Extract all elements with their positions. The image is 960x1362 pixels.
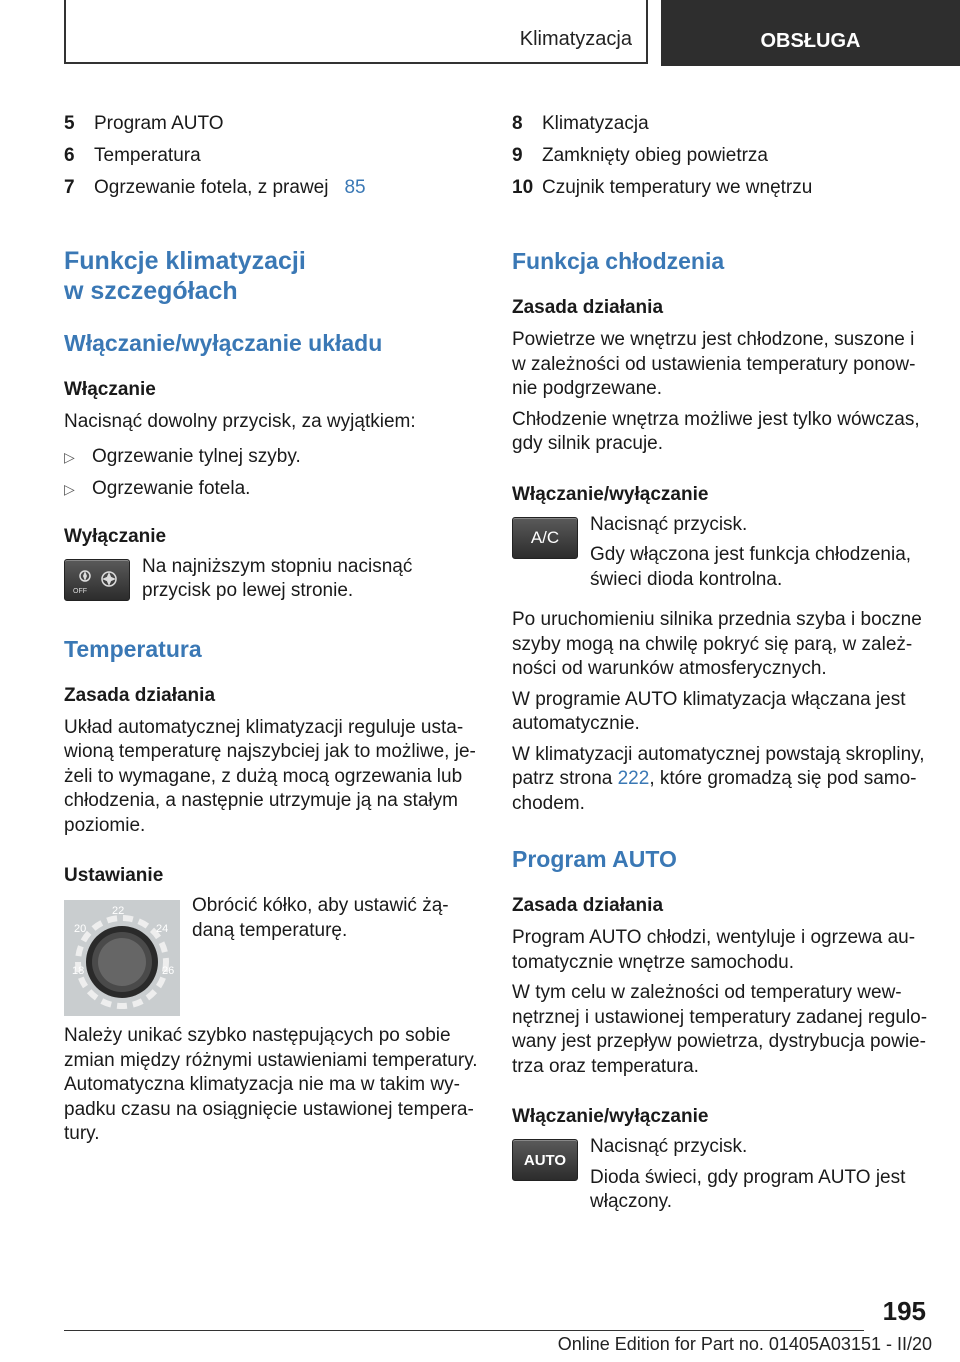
paragraph-auto-btn-2: Dioda świeci, gdy program AUTO jest włączony. <box>590 1166 906 1212</box>
list-item <box>512 172 932 204</box>
fan-off-button-icon <box>64 559 130 601</box>
item-text: Czujnik temperatury we wnętrzu <box>542 177 813 198</box>
list-item <box>64 441 484 473</box>
bullet-text: Ogrzewanie tylnej szyby. <box>92 445 301 467</box>
paragraph-condensation <box>512 743 932 817</box>
heading-auto-onoff: Włączanie/wyłączanie <box>512 1106 709 1127</box>
paragraph-principle-2: Chłodzenie wnętrza możliwe jest tylko wówczas, gdy silnik pracuje. <box>512 408 920 454</box>
paragraph-auto-program: W programie AUTO klimatyzacja włączana jest automatycznie. <box>512 688 906 734</box>
header-section-title: Klimatyzacja <box>519 28 632 50</box>
footer-edition: Online Edition for Part no. 01405A03151 - II/20 <box>557 1334 932 1354</box>
heading-principle: Zasada działania <box>512 297 664 318</box>
text-run: , które gromadzą się pod samochodem. <box>512 768 917 814</box>
paragraph-setting: Obrócić kółko, aby ustawić żądaną temperaturę. <box>192 895 449 941</box>
paragraph-principle-1: Powietrze we wnętrzu jest chłodzone, suszone i w zależności od ustawienia temperatury ponownie podgrzewane. <box>512 329 916 399</box>
page-reference-link[interactable]: 85 <box>344 177 366 198</box>
heading-principle: Zasada działania <box>64 684 216 706</box>
text-run: W klimatyzacji automatycznej powstają skropliny, patrz strona <box>512 743 925 789</box>
list-item <box>512 108 932 140</box>
svg-text:22: 22 <box>112 905 125 917</box>
list-item <box>64 473 484 505</box>
subsection-heading-temperature: Temperatura <box>64 635 202 662</box>
list-item <box>64 140 484 172</box>
heading-line: Funkcje klimatyzacji <box>64 247 306 275</box>
svg-text:18: 18 <box>72 965 85 977</box>
svg-text:OFF: OFF <box>73 587 87 595</box>
list-item <box>512 140 932 172</box>
paragraph-ac-2: Gdy włączona jest funkcja chłodzenia, świeci dioda kontrolna. <box>590 544 912 590</box>
paragraph-auto-1: Program AUTO chłodzi, wentyluje i ogrzewa automatycznie wnętrze samochodu. <box>512 927 916 973</box>
auto-instruction-text <box>590 1135 932 1215</box>
svg-text:26: 26 <box>162 965 175 977</box>
item-text: Zamknięty obieg powietrza <box>542 145 768 166</box>
heading-setting: Ustawianie <box>64 865 164 886</box>
left-column <box>64 108 484 1147</box>
svg-text:24: 24 <box>156 923 169 935</box>
ac-button-icon: A/C <box>512 517 578 559</box>
paragraph-avoid: Należy unikać szybko następujących po sobie zmian między różnymi ustawieniami temperatury. Automatyczna klimatyzacja nie ma w takim wypadku czasu na osiągnięcie ustawionej temperatury. <box>64 1025 478 1144</box>
heading-onoff: Włączanie/wyłączanie <box>512 483 709 505</box>
heading-switch-off: Wyłączanie <box>64 525 167 547</box>
list-item <box>64 172 484 204</box>
subsection-heading-cooling: Funkcja chłodzenia <box>512 248 725 274</box>
item-text: Ogrzewanie fotela, z prawej <box>94 177 329 198</box>
legend-list-left <box>64 108 484 204</box>
item-number: 8 <box>512 113 523 134</box>
ac-instruction <box>512 513 932 593</box>
temperature-knob-icon <box>64 900 180 1016</box>
triangle-bullet-icon: ▷ <box>64 448 75 465</box>
item-number: 6 <box>64 145 75 166</box>
paragraph-ac-1: Nacisnąć przycisk. <box>590 513 748 535</box>
paragraph-auto-btn-1: Nacisnąć przycisk. <box>590 1136 748 1157</box>
setting-instruction <box>64 894 484 1016</box>
subsection-heading-onoff: Włączanie/wyłączanie układu <box>64 330 383 356</box>
ac-instruction-text <box>590 513 932 593</box>
header-chapter-tab: OBSŁUGA <box>661 0 960 66</box>
item-number: 7 <box>64 177 75 198</box>
paragraph-auto-2: W tym celu w zależności od temperatury wewnętrznej i ustawionej temperatury zadanej regulowany jest przepływ powietrza, dystrybucja powietrza oraz temperatura. <box>512 982 928 1077</box>
item-text: Temperatura <box>94 145 201 166</box>
item-number: 9 <box>512 145 523 166</box>
right-column <box>512 108 932 1215</box>
item-number: 5 <box>64 113 75 134</box>
page-reference-link[interactable]: 222 <box>617 768 650 789</box>
paragraph-switch-off: Na najniższym stopniu nacisnąć przycisk po lewej stronie. <box>142 555 413 601</box>
item-number: 10 <box>512 177 534 198</box>
page-number: 195 <box>882 1296 926 1326</box>
heading-switch-on: Włączanie <box>64 379 156 400</box>
svg-text:20: 20 <box>74 923 87 935</box>
auto-button-icon: AUTO <box>512 1139 578 1181</box>
off-instruction <box>64 555 484 604</box>
item-text: Klimatyzacja <box>542 113 649 134</box>
heading-auto-principle: Zasada działania <box>512 895 664 916</box>
heading-line: w szczegółach <box>64 277 238 305</box>
paragraph-switch-on: Nacisnąć dowolny przycisk, za wyjątkiem: <box>64 411 416 432</box>
bullet-text: Ogrzewanie fotela. <box>92 477 251 499</box>
bullet-list <box>64 441 484 505</box>
triangle-bullet-icon: ▷ <box>64 480 75 497</box>
auto-instruction <box>512 1135 932 1215</box>
list-item <box>64 108 484 140</box>
footer-divider <box>64 1330 864 1331</box>
paragraph-principle: Układ automatycznej klimatyzacji reguluje ustawioną temperaturę najszybciej jak to możliwe, jeżeli to wymagane, z dużą mocą ogrzewania lub chłodzenia, a następnie utrzymuje ją na stałym poziomie. <box>64 716 476 836</box>
legend-list-right <box>512 108 932 204</box>
subsection-heading-auto: Program AUTO <box>512 846 677 872</box>
fan-icon <box>69 564 125 596</box>
section-heading <box>64 246 484 306</box>
paragraph-engine-start: Po uruchomieniu silnika przednia szyba i boczne szyby mogą na chwilę pokryć się parą, w zależności od warunków atmosferycznych. <box>512 609 922 679</box>
item-text: Program AUTO <box>94 113 224 134</box>
